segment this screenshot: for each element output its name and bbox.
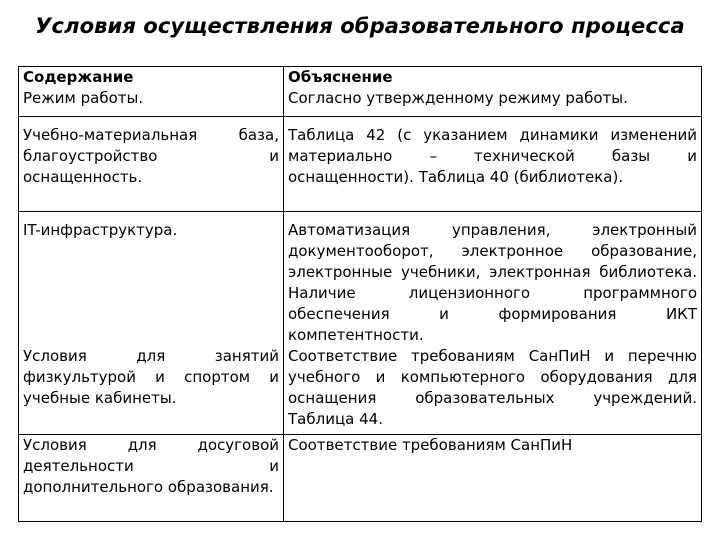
column-header-content: Содержание — [23, 68, 134, 86]
condition-text: IT-инфраструктура. — [23, 221, 178, 239]
table-cell-condition — [19, 212, 284, 347]
condition-text: Режим работы. — [23, 89, 144, 107]
condition-text: Учебно-материальная база, благоустройство и оснащенность. — [23, 126, 279, 186]
table-cell-condition — [19, 435, 284, 522]
page-title: Условия осуществления образовательного процесса — [35, 14, 685, 38]
table-cell-condition — [19, 117, 284, 212]
table-cell-condition — [19, 346, 284, 435]
table-row — [19, 67, 702, 117]
explanation-text: Автоматизация управления, электронный документооборот, электронное образование, электронные учебники, электронная библиотека. Наличие лицензионного программного обеспечения и формирования ИКТ компетентности. — [288, 221, 697, 344]
explanation-text: Соответствие требованиям СанПиН — [288, 436, 573, 454]
table-row — [19, 212, 702, 347]
table-cell-explanation — [284, 435, 702, 522]
table-row — [19, 346, 702, 435]
explanation-text: Согласно утвержденному режиму работы. — [288, 89, 628, 107]
table-cell-explanation — [284, 346, 702, 435]
table-row — [19, 435, 702, 522]
condition-text: Условия для занятий физкультурой и спортом и учебные кабинеты. — [23, 347, 279, 407]
table-cell-explanation — [284, 117, 702, 212]
table-cell-explanation — [284, 212, 702, 347]
explanation-text: Таблица 42 (с указанием динамики изменений материально – технической базы и оснащенности). Таблица 40 (библиотека). — [288, 126, 697, 186]
condition-text: Условия для досуговой деятельности и дополнительного образования. — [23, 436, 279, 496]
table-cell-condition — [19, 67, 284, 117]
table-cell-explanation — [284, 67, 702, 117]
column-header-explanation: Объяснение — [288, 68, 393, 86]
table-row — [19, 117, 702, 212]
explanation-text: Соответствие требованиям СанПиН и перечню учебного и компьютерного оборудования для оснащения образовательных учреждений. Таблица 44. — [288, 347, 697, 428]
conditions-table — [18, 66, 702, 522]
